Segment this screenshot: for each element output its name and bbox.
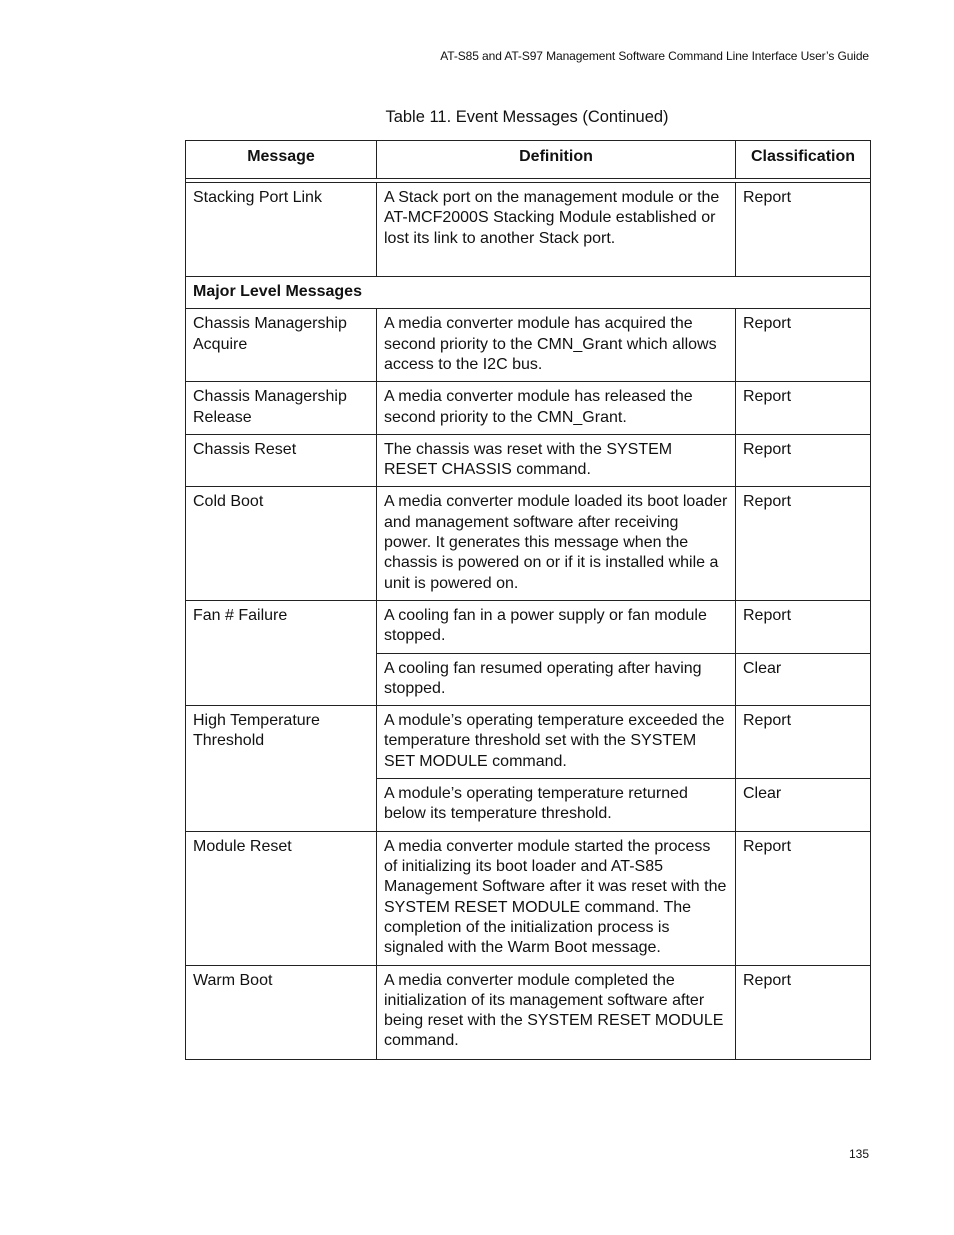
- definition-cell: The chassis was reset with the SYSTEM RESET CHASSIS command.: [377, 434, 736, 487]
- definition-cell: A media converter module loaded its boot loader and management software after receiving power. It generates this message when the chassis is powered on or if it is installed while a unit is powered on.: [377, 487, 736, 600]
- message-cell: Chassis Managership Acquire: [186, 309, 377, 382]
- running-header: AT-S85 and AT-S97 Management Software Command Line Interface User’s Guide: [440, 49, 869, 63]
- classification-cell: Report: [736, 965, 871, 1059]
- classification-cell: Report: [736, 831, 871, 965]
- definition-cell: A cooling fan resumed operating after having stopped.: [377, 653, 736, 706]
- classification-cell: Clear: [736, 779, 871, 832]
- definition-cell: A cooling fan in a power supply or fan module stopped.: [377, 600, 736, 653]
- definition-cell: A Stack port on the management module or the AT-MCF2000S Stacking Module established or lost its link to another Stack port.: [377, 183, 736, 277]
- message-cell: Module Reset: [186, 831, 377, 965]
- classification-cell: Report: [736, 183, 871, 277]
- table-row: [186, 434, 871, 487]
- table-caption: Table 11. Event Messages (Continued): [385, 108, 669, 126]
- classification-cell: Clear: [736, 653, 871, 706]
- message-cell: Cold Boot: [186, 487, 377, 600]
- table-row: [186, 600, 871, 653]
- classification-cell: Report: [736, 706, 871, 779]
- message-cell: Stacking Port Link: [186, 183, 377, 277]
- message-cell: High Temperature Threshold: [186, 706, 377, 832]
- column-header-definition: Definition: [377, 141, 736, 179]
- definition-cell: A media converter module completed the initialization of its management software after being reset with the SYSTEM RESET MODULE command.: [377, 965, 736, 1059]
- table-header-row: [186, 141, 871, 179]
- classification-cell: Report: [736, 382, 871, 435]
- table-row: [186, 309, 871, 382]
- table-row: [186, 382, 871, 435]
- table-row: [186, 706, 871, 779]
- message-cell: Chassis Managership Release: [186, 382, 377, 435]
- definition-cell: A media converter module has acquired the second priority to the CMN_Grant which allows access to the I2C bus.: [377, 309, 736, 382]
- classification-cell: Report: [736, 600, 871, 653]
- message-cell: Warm Boot: [186, 965, 377, 1059]
- table-row: [186, 183, 871, 277]
- column-header-message: Message: [186, 141, 377, 179]
- classification-cell: Report: [736, 487, 871, 600]
- definition-cell: A media converter module started the process of initializing its boot loader and AT-S85 Management Software after it was reset with the SYSTEM RESET MODULE command. The completion of the initialization process is signaled with the Warm Boot message.: [377, 831, 736, 965]
- column-header-classification: Classification: [736, 141, 871, 179]
- table-row: [186, 487, 871, 600]
- page-number: 135: [848, 1147, 869, 1161]
- section-heading: Major Level Messages: [186, 277, 871, 309]
- section-row: [186, 277, 871, 309]
- classification-cell: Report: [736, 309, 871, 382]
- definition-cell: A media converter module has released the second priority to the CMN_Grant.: [377, 382, 736, 435]
- event-messages-table: [185, 140, 871, 1060]
- table-row: [186, 831, 871, 965]
- message-cell: Fan # Failure: [186, 600, 377, 705]
- classification-cell: Report: [736, 434, 871, 487]
- table-row: [186, 965, 871, 1059]
- message-cell: Chassis Reset: [186, 434, 377, 487]
- definition-cell: A module’s operating temperature exceeded the temperature threshold set with the SYSTEM SET MODULE command.: [377, 706, 736, 779]
- definition-cell: A module’s operating temperature returned below its temperature threshold.: [377, 779, 736, 832]
